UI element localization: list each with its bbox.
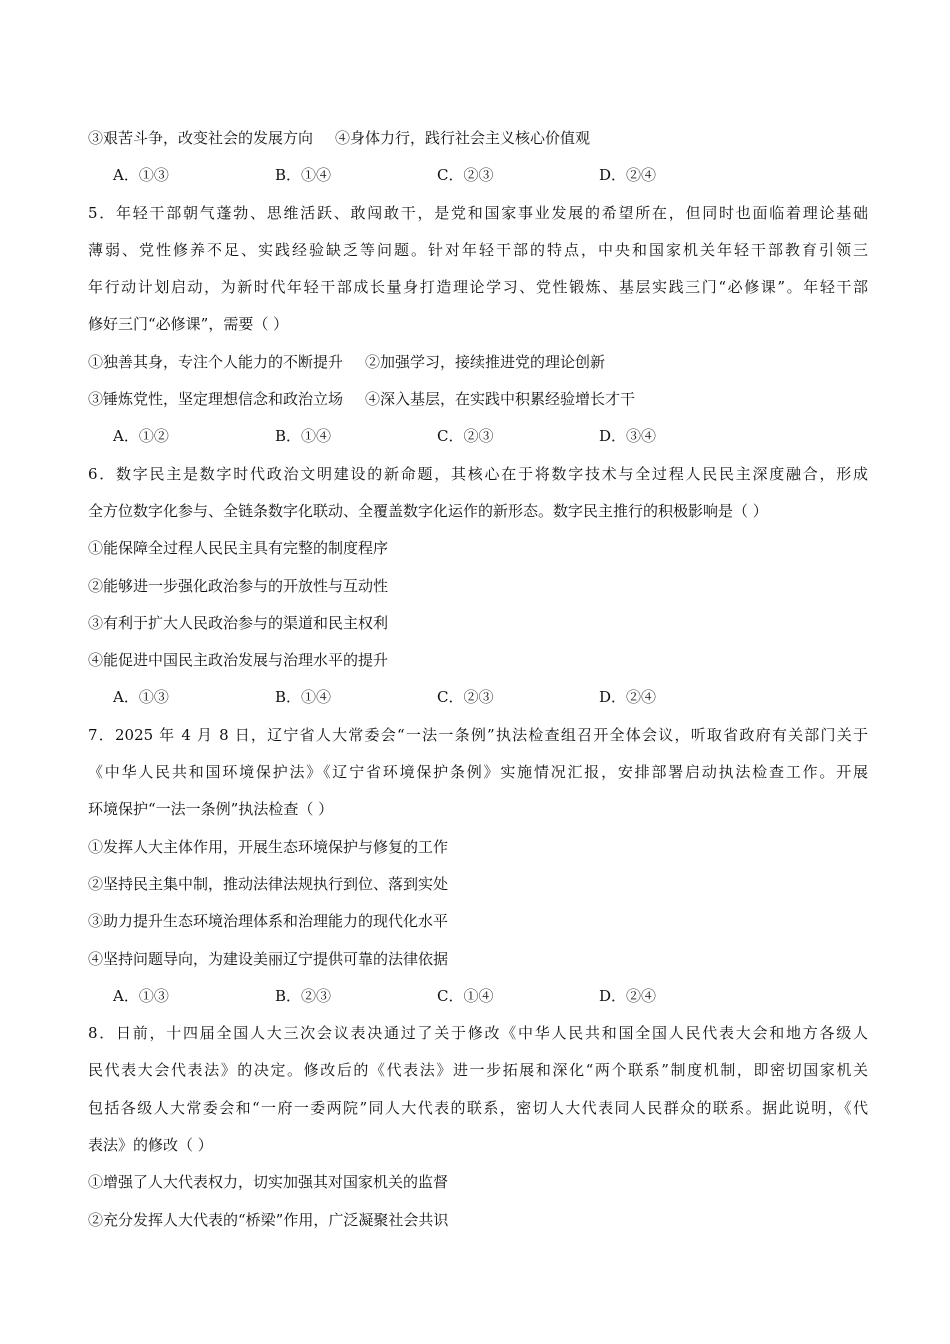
question-7-option-1: ①发挥人大主体作用，开展生态环境保护与修复的工作 — [88, 837, 449, 856]
answer-c[interactable]: C．②③ — [437, 688, 494, 707]
question-5-options-row — [88, 381, 868, 418]
answer-b[interactable]: B．①④ — [275, 427, 332, 446]
question-7-stem-line: 7．2025 年 4 月 8 日，辽宁省人大常委会“一法一条例”执法检查组召开全体会议，听取省政府有关部门关于 — [88, 725, 868, 744]
question-5-option-1: ①独善其身，专注个人能力的不断提升 — [88, 352, 344, 371]
question-5-option-4: ④深入基层，在实践中积累经验增长才干 — [365, 390, 636, 409]
answer-a[interactable]: A．①③ — [113, 166, 169, 185]
top-answer-row — [88, 157, 868, 194]
question-6-option-1: ①能保障全过程人民民主具有完整的制度程序 — [88, 539, 389, 558]
question-6 — [88, 456, 868, 717]
question-5-stem-line: 修好三门“必修课”，需要（ ） — [88, 315, 289, 334]
top-options-row — [88, 120, 868, 157]
answer-a[interactable]: A．①③ — [113, 688, 169, 707]
question-7-answer-row — [88, 978, 868, 1015]
answer-c[interactable]: C．①④ — [437, 986, 494, 1005]
question-6-option-4: ④能促进中国民主政治发展与治理水平的提升 — [88, 651, 389, 670]
question-5-answer-row — [88, 418, 868, 455]
question-6-option-3: ③有利于扩大人民政治参与的渠道和民主权利 — [88, 613, 389, 632]
question-6-stem-line: 6．数字民主是数字时代政治文明建设的新命题，其核心在于将数字技术与全过程人民民主深度融合，形成 — [88, 464, 868, 483]
answer-d[interactable]: D．②④ — [599, 986, 657, 1005]
question-8-stem-line: 包括各级人大常委会和“一府一委两院”同人大代表的联系，密切人大代表同人民群众的联系。据此说明，《代 — [88, 1098, 868, 1117]
answer-b[interactable]: B．①④ — [275, 166, 332, 185]
question-8 — [88, 1015, 868, 1239]
question-8-stem-line: 表法》的修改（ ） — [88, 1136, 213, 1155]
question-5-option-2: ②加强学习，接续推进党的理论创新 — [365, 352, 606, 371]
question-5-stem-line: 薄弱、党性修养不足、实践经验缺乏等问题。针对年轻干部的特点，中央和国家机关年轻干部教育引领三 — [88, 240, 868, 259]
question-8-option-2: ②充分发挥人大代表的“桥梁”作用，广泛凝聚社会共识 — [88, 1210, 449, 1229]
answer-b[interactable]: B．②③ — [275, 986, 332, 1005]
question-5 — [88, 195, 868, 456]
answer-a[interactable]: A．①② — [113, 427, 169, 446]
question-6-option-2: ②能够进一步强化政治参与的开放性与互动性 — [88, 576, 389, 595]
answer-d[interactable]: D．②④ — [599, 688, 657, 707]
question-7-stem-line: 环境保护“一法一条例”执法检查（ ） — [88, 800, 334, 819]
answer-d[interactable]: D．③④ — [599, 427, 657, 446]
question-5-option-3: ③锤炼党性，坚定理想信念和政治立场 — [88, 390, 344, 409]
question-7-option-3: ③助力提升生态环境治理体系和治理能力的现代化水平 — [88, 912, 449, 931]
answer-b[interactable]: B．①④ — [275, 688, 332, 707]
question-8-option-1: ①增强了人大代表权力，切实加强其对国家机关的监督 — [88, 1173, 449, 1192]
page-content — [88, 120, 868, 1239]
answer-a[interactable]: A．①③ — [113, 986, 169, 1005]
question-8-stem-line: 民代表大会代表法》的决定。修改后的《代表法》进一步拓展和深化“两个联系”制度机制，即密切国家机关 — [88, 1061, 868, 1080]
question-7-stem-line: 《中华人民共和国环境保护法》《辽宁省环境保护条例》实施情况汇报，安排部署启动执法检查工作。开展 — [88, 763, 868, 782]
question-5-stem-line: 年行动计划启动，为新时代年轻干部成长量身打造理论学习、党性锻炼、基层实践三门“必修课”。年轻干部 — [88, 278, 868, 297]
question-7 — [88, 717, 868, 1015]
answer-d[interactable]: D．②④ — [599, 166, 657, 185]
top-option-4: ④身体力行，践行社会主义核心价值观 — [335, 129, 591, 147]
answer-c[interactable]: C．②③ — [437, 427, 494, 446]
top-option-3: ③艰苦斗争，改变社会的发展方向 — [88, 129, 314, 147]
question-7-option-4: ④坚持问题导向，为建设美丽辽宁提供可靠的法律依据 — [88, 949, 449, 968]
question-7-option-2: ②坚持民主集中制，推动法律法规执行到位、落到实处 — [88, 874, 449, 893]
question-6-stem-line: 全方位数字化参与、全链条数字化联动、全覆盖数字化运作的新形态。数字民主推行的积极影响是（ ） — [88, 501, 768, 520]
question-5-options-row — [88, 344, 868, 381]
question-5-stem-line: 5．年轻干部朝气蓬勃、思维活跃、敢闯敢干，是党和国家事业发展的希望所在，但同时也面临着理论基础 — [88, 203, 868, 222]
answer-c[interactable]: C．②③ — [437, 166, 494, 185]
question-6-answer-row — [88, 679, 868, 716]
question-8-stem-line: 8．日前，十四届全国人大三次会议表决通过了关于修改《中华人民共和国全国人民代表大会和地方各级人 — [88, 1024, 868, 1043]
